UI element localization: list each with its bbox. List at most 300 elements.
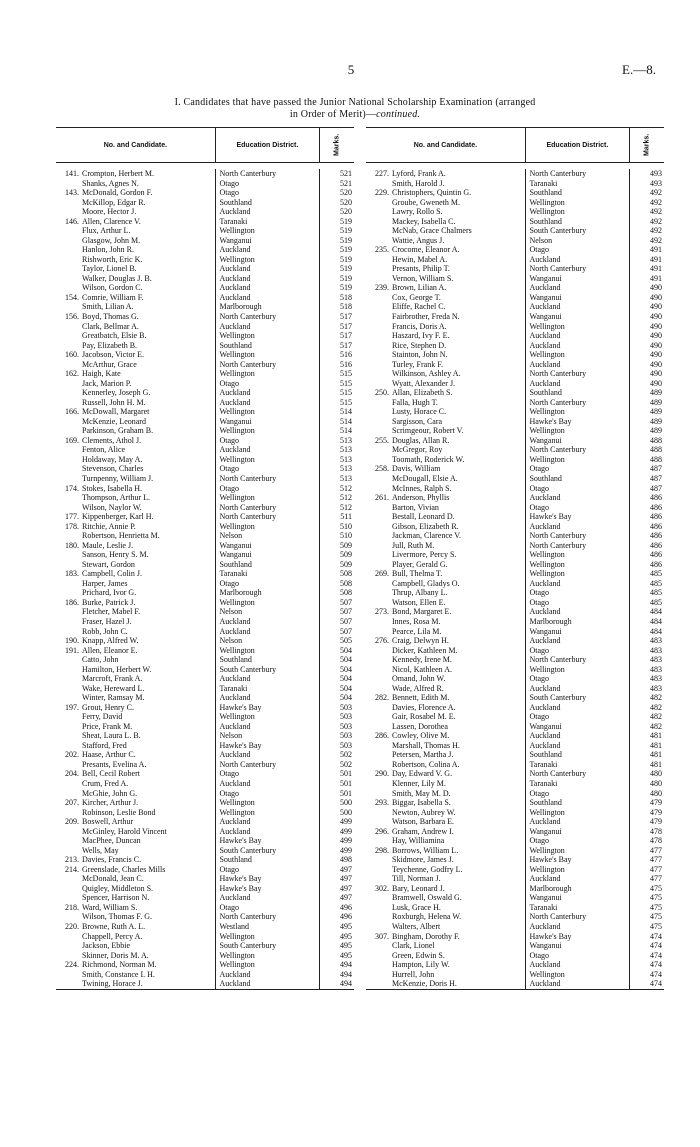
candidate-cell: [366, 255, 526, 265]
marks-value: 481: [650, 731, 662, 741]
rank-number: [366, 302, 392, 312]
marks-value: 480: [650, 769, 662, 779]
education-district: Auckland: [526, 960, 630, 970]
marks-value: 482: [650, 702, 662, 712]
education-district: Southland: [216, 560, 320, 570]
marks-value: 515: [340, 397, 352, 407]
rank-number: 255.: [375, 435, 389, 445]
candidate-name: Crocome, Eleanor A.: [392, 245, 460, 255]
table-row: [56, 588, 354, 598]
education-district: Hawke's Bay: [216, 741, 320, 751]
education-district: Nelson: [216, 531, 320, 541]
candidate-cell: [366, 817, 526, 827]
candidate-name: Bull, Thelma T.: [392, 569, 443, 579]
marks-value: 517: [340, 311, 352, 321]
education-district: Taranaki: [526, 903, 630, 913]
table-row: [366, 855, 664, 865]
candidate-name: Hamilton, Herbert W.: [82, 664, 152, 674]
table-row: [56, 474, 354, 484]
marks-value: 492: [650, 235, 662, 245]
education-district: Wellington: [526, 970, 630, 980]
candidate-name: Fairbrother, Freda N.: [392, 311, 460, 321]
candidate-name: Bingham, Dorothy F.: [392, 931, 460, 941]
rank-number: [56, 979, 82, 989]
candidate-name: Greenslade, Charles Mills: [82, 864, 166, 874]
rank-number: [366, 970, 392, 980]
table-row: [56, 970, 354, 980]
education-district: North Canterbury: [526, 912, 630, 922]
table-row: [366, 712, 664, 722]
candidate-name: Hay, Williamina: [392, 836, 445, 846]
education-district: North Canterbury: [216, 912, 320, 922]
rank-number: [366, 379, 392, 389]
candidate-name: McDonald, Jean C.: [82, 874, 144, 884]
rank-number: 307.: [375, 931, 389, 941]
table-body-left: [56, 163, 354, 989]
table-row: [366, 569, 664, 579]
rank-number: 218.: [65, 902, 79, 912]
rank-number: [366, 912, 392, 922]
rank-number: [366, 312, 392, 322]
education-district: Southland: [526, 217, 630, 227]
candidate-cell: [366, 531, 526, 541]
candidate-name: Pay, Elizabeth B.: [82, 340, 138, 350]
education-district: Otago: [216, 379, 320, 389]
rank-number: [366, 503, 392, 513]
marks-value: 521: [340, 178, 352, 188]
rank-number: [366, 665, 392, 675]
candidate-cell: [56, 712, 216, 722]
education-district: Auckland: [216, 979, 320, 989]
table-row: [366, 617, 664, 627]
candidate-cell: [366, 379, 526, 389]
candidate-cell: [56, 808, 216, 818]
table-row: [366, 865, 664, 875]
rank-number: [366, 398, 392, 408]
rank-number: [56, 827, 82, 837]
table-row: [366, 503, 664, 513]
marks-value: 507: [340, 616, 352, 626]
rank-number: [366, 531, 392, 541]
candidate-cell: [366, 360, 526, 370]
candidate-cell: [366, 560, 526, 570]
table-row: [56, 607, 354, 617]
marks-value: 495: [340, 921, 352, 931]
candidate-cell: [56, 217, 216, 227]
education-district: Auckland: [526, 302, 630, 312]
table-row: [56, 951, 354, 961]
marks-value: 505: [340, 636, 352, 646]
education-district: North Canterbury: [216, 312, 320, 322]
table-row: [56, 255, 354, 265]
table-row: [366, 455, 664, 465]
marks-value: 510: [340, 531, 352, 541]
candidate-name: Kircher, Arthur J.: [82, 798, 139, 808]
table-row: [366, 283, 664, 293]
education-district: Wellington: [526, 665, 630, 675]
education-district: Auckland: [216, 779, 320, 789]
education-district: Taranaki: [526, 179, 630, 189]
education-district: Wellington: [526, 865, 630, 875]
candidate-name: Stewart, Gordon: [82, 559, 135, 569]
table-row: [366, 903, 664, 913]
marks-value: 496: [340, 912, 352, 922]
candidate-cell: [56, 179, 216, 189]
table-row: [56, 264, 354, 274]
candidate-cell: [56, 684, 216, 694]
rank-number: [366, 407, 392, 417]
candidate-name: Jackson, Ebbie: [82, 941, 130, 951]
education-district: Auckland: [526, 817, 630, 827]
rank-number: 227.: [375, 169, 389, 178]
table-row: [366, 693, 664, 703]
candidate-name: Moore, Hector J.: [82, 207, 137, 217]
rank-number: 239.: [375, 283, 389, 293]
candidate-cell: [366, 598, 526, 608]
education-district: Wellington: [216, 646, 320, 656]
candidate-cell: [366, 712, 526, 722]
candidate-cell: [56, 903, 216, 913]
candidate-name: Wake, Hereward L.: [82, 683, 145, 693]
rank-number: 286.: [375, 731, 389, 741]
candidate-name: Haigh, Kate: [82, 369, 121, 379]
rank-number: 141.: [65, 169, 79, 178]
rank-number: [56, 179, 82, 189]
education-district: Auckland: [216, 674, 320, 684]
candidate-cell: [56, 941, 216, 951]
candidate-name: Ferry, David: [82, 712, 123, 722]
rank-number: [56, 665, 82, 675]
education-district: Wellington: [216, 255, 320, 265]
education-district: Wanganui: [526, 941, 630, 951]
rank-number: [56, 417, 82, 427]
marks-value: 494: [340, 969, 352, 979]
marks-value: 485: [650, 569, 662, 579]
education-district: Wanganui: [526, 293, 630, 303]
candidate-name: Turley, Frank F.: [392, 359, 443, 369]
education-district: Otago: [526, 836, 630, 846]
marks-value: 501: [340, 779, 352, 788]
continued-label: continued.: [376, 109, 421, 120]
candidate-name: Hurrell, John: [392, 969, 435, 979]
candidate-name: Bennett, Edith M.: [392, 693, 450, 703]
candidate-cell: [56, 960, 216, 970]
candidate-name: Francis, Doris A.: [392, 321, 447, 331]
table-row: [56, 884, 354, 894]
marks-value: 490: [650, 292, 662, 302]
candidate-name: Robertson, Henrietta M.: [82, 531, 160, 541]
table-row: [56, 217, 354, 227]
education-district: Otago: [526, 674, 630, 684]
candidate-name: Prichard, Ivor G.: [82, 588, 137, 598]
table-row: [56, 179, 354, 189]
candidate-cell: [56, 398, 216, 408]
candidate-cell: [366, 627, 526, 637]
education-district: Auckland: [216, 283, 320, 293]
marks-value: 496: [340, 902, 352, 912]
candidate-name: Marshall, Thomas H.: [392, 740, 460, 750]
rank-number: [366, 712, 392, 722]
marks-value: 491: [650, 273, 662, 283]
candidate-cell: [366, 426, 526, 436]
candidate-cell: [56, 703, 216, 713]
candidate-name: Holdaway, May A.: [82, 454, 143, 464]
marks-value: 497: [340, 893, 352, 903]
candidate-name: Burke, Patrick J.: [82, 597, 136, 607]
rank-number: 160.: [65, 350, 79, 360]
table-row: [366, 198, 664, 208]
marks-value: 492: [650, 197, 662, 207]
education-district: Auckland: [526, 979, 630, 989]
education-district: Auckland: [526, 607, 630, 617]
candidate-cell: [366, 855, 526, 865]
marks-value: 516: [340, 350, 352, 360]
table-row: [56, 455, 354, 465]
rank-number: [56, 322, 82, 332]
candidate-cell: [366, 312, 526, 322]
marks-value: 509: [340, 540, 352, 550]
rank-number: [366, 560, 392, 570]
rank-number: 209.: [65, 817, 79, 827]
candidate-name: Jull, Ruth M.: [392, 540, 435, 550]
marks-value: 483: [650, 683, 662, 693]
candidate-name: Sargisson, Cara: [392, 416, 443, 426]
rank-number: [366, 903, 392, 913]
table-row: [366, 893, 664, 903]
candidate-name: Allen, Eleanor E.: [82, 645, 138, 655]
rank-number: [366, 960, 392, 970]
candidate-cell: [366, 912, 526, 922]
rank-number: 290.: [375, 769, 389, 779]
table-row: [366, 703, 664, 713]
education-district: Hawke's Bay: [526, 855, 630, 865]
marks-value: 516: [340, 359, 352, 369]
rank-number: [366, 893, 392, 903]
education-district: Otago: [216, 579, 320, 589]
rank-number: 146.: [65, 216, 79, 226]
table-header: [56, 128, 354, 163]
marks-value: 490: [650, 359, 662, 369]
candidate-cell: [56, 350, 216, 360]
table-row: [366, 808, 664, 818]
marks-value: 512: [340, 483, 352, 493]
rank-number: 261.: [375, 493, 389, 503]
candidate-cell: [366, 884, 526, 894]
candidate-name: MacPhee, Duncan: [82, 836, 141, 846]
table-row: [56, 379, 354, 389]
marks-value: 489: [650, 397, 662, 407]
education-district: Auckland: [526, 922, 630, 932]
education-district: Hawke's Bay: [216, 874, 320, 884]
rank-number: [56, 331, 82, 341]
education-district: Auckland: [526, 341, 630, 351]
education-district: Wellington: [526, 560, 630, 570]
education-district: Southland: [216, 855, 320, 865]
rank-number: 273.: [375, 607, 389, 617]
results-table-left: [56, 127, 354, 990]
candidate-name: Davies, Florence A.: [392, 702, 456, 712]
candidate-cell: [366, 350, 526, 360]
marks-value: 519: [340, 283, 352, 293]
table-row: [56, 932, 354, 942]
candidate-cell: [56, 693, 216, 703]
marks-value: 478: [650, 826, 662, 836]
marks-value: 508: [340, 569, 352, 579]
candidate-name: Lawry, Rollo S.: [392, 207, 443, 217]
marks-value: 503: [340, 731, 352, 741]
rank-number: [366, 655, 392, 665]
marks-value: 503: [340, 740, 352, 750]
education-district: Southland: [526, 750, 630, 760]
candidate-name: Walters, Albert: [392, 921, 441, 931]
rank-number: [366, 617, 392, 627]
candidate-cell: [56, 255, 216, 265]
marks-value: 502: [340, 759, 352, 769]
table-row: [366, 588, 664, 598]
candidate-cell: [56, 760, 216, 770]
table-row: [366, 360, 664, 370]
education-district: Auckland: [526, 379, 630, 389]
candidate-name: Gibson, Elizabeth R.: [392, 521, 459, 531]
candidate-cell: [56, 417, 216, 427]
marks-value: 497: [340, 874, 352, 884]
table-row: [56, 550, 354, 560]
education-district: Wanganui: [526, 722, 630, 732]
rank-number: [366, 874, 392, 884]
education-district: Wellington: [216, 426, 320, 436]
marks-value: 482: [650, 712, 662, 722]
table-row: [56, 512, 354, 522]
marks-value: 519: [340, 226, 352, 236]
candidate-name: Price, Frank M.: [82, 721, 133, 731]
table-row: [366, 445, 664, 455]
table-row: [56, 598, 354, 608]
marks-value: 519: [340, 216, 352, 226]
education-district: South Canterbury: [526, 226, 630, 236]
education-district: Hawke's Bay: [526, 417, 630, 427]
rank-number: [366, 750, 392, 760]
candidate-cell: [366, 970, 526, 980]
rank-number: [56, 607, 82, 617]
marks-value: 477: [650, 874, 662, 884]
candidate-name: Douglas, Allan R.: [392, 435, 450, 445]
table-row: [366, 245, 664, 255]
candidate-cell: [56, 636, 216, 646]
table-row: [366, 274, 664, 284]
candidate-name: Hanlon, John R.: [82, 245, 134, 255]
marks-value: 521: [340, 169, 352, 178]
candidate-cell: [56, 617, 216, 627]
candidate-name: Maule, Leslie J.: [82, 540, 134, 550]
table-row: [366, 236, 664, 246]
education-district: Wellington: [526, 350, 630, 360]
marks-value: 491: [650, 264, 662, 274]
marks-value: 495: [340, 950, 352, 960]
education-district: Otago: [216, 188, 320, 198]
candidate-cell: [366, 665, 526, 675]
education-district: North Canterbury: [526, 369, 630, 379]
rank-number: 180.: [65, 540, 79, 550]
candidate-name: Russell, John H. M.: [82, 397, 146, 407]
table-row: [56, 388, 354, 398]
marks-value: 513: [340, 474, 352, 483]
rank-number: [56, 884, 82, 894]
candidate-name: Davies, Francis C.: [82, 855, 142, 865]
education-district: Auckland: [526, 579, 630, 589]
candidate-cell: [56, 331, 216, 341]
header-district: Education District.: [216, 128, 320, 162]
marks-value: 509: [340, 550, 352, 560]
marks-value: 518: [340, 292, 352, 302]
marks-value: 481: [650, 759, 662, 769]
candidate-cell: [56, 979, 216, 989]
table-row: [366, 636, 664, 646]
rank-number: [366, 865, 392, 875]
table-row: [366, 255, 664, 265]
education-district: North Canterbury: [526, 769, 630, 779]
candidate-cell: [366, 264, 526, 274]
candidate-name: Catto, John: [82, 655, 119, 665]
section-title: I. Candidates that have passed the Junior National Scholarship Examination (arranged: [174, 97, 536, 108]
candidate-name: Presants, Philip T.: [392, 264, 450, 274]
table-row: [366, 922, 664, 932]
education-district: Otago: [216, 484, 320, 494]
candidate-cell: [56, 341, 216, 351]
education-district: North Canterbury: [216, 760, 320, 770]
table-row: [366, 932, 664, 942]
education-district: North Canterbury: [526, 169, 630, 179]
table-row: [56, 464, 354, 474]
marks-value: 498: [340, 855, 352, 865]
marks-value: 503: [340, 712, 352, 722]
section-title-line2: in Order of Merit)—: [289, 109, 377, 120]
candidate-cell: [56, 855, 216, 865]
education-district: Taranaki: [526, 760, 630, 770]
marks-value: 474: [650, 941, 662, 951]
candidate-name: Graham, Andrew I.: [392, 826, 454, 836]
education-district: Wellington: [216, 350, 320, 360]
rank-number: [366, 703, 392, 713]
table-row: [56, 331, 354, 341]
candidate-cell: [56, 560, 216, 570]
rank-number: 177.: [65, 512, 79, 522]
candidate-cell: [366, 283, 526, 293]
candidate-cell: [56, 579, 216, 589]
education-district: Marlborough: [526, 884, 630, 894]
table-row: [366, 512, 664, 522]
candidate-cell: [366, 684, 526, 694]
marks-value: 513: [340, 445, 352, 455]
rank-number: [366, 341, 392, 351]
candidate-name: Clark, Lionel: [392, 941, 435, 951]
rank-number: [56, 836, 82, 846]
table-row: [366, 331, 664, 341]
education-district: Auckland: [526, 522, 630, 532]
table-row: [366, 550, 664, 560]
marks-value: 493: [650, 178, 662, 188]
table-row: [366, 789, 664, 799]
marks-value: 492: [650, 207, 662, 217]
candidate-name: Sheat, Laura L. B.: [82, 731, 141, 741]
education-district: Wellington: [526, 569, 630, 579]
candidate-name: Hewin, Mabel A.: [392, 254, 448, 264]
candidate-cell: [366, 607, 526, 617]
candidate-name: Presants, Evelina A.: [82, 759, 147, 769]
candidate-name: Grout, Henry C.: [82, 702, 134, 712]
candidate-cell: [56, 769, 216, 779]
rank-number: [366, 331, 392, 341]
education-district: Wellington: [526, 207, 630, 217]
